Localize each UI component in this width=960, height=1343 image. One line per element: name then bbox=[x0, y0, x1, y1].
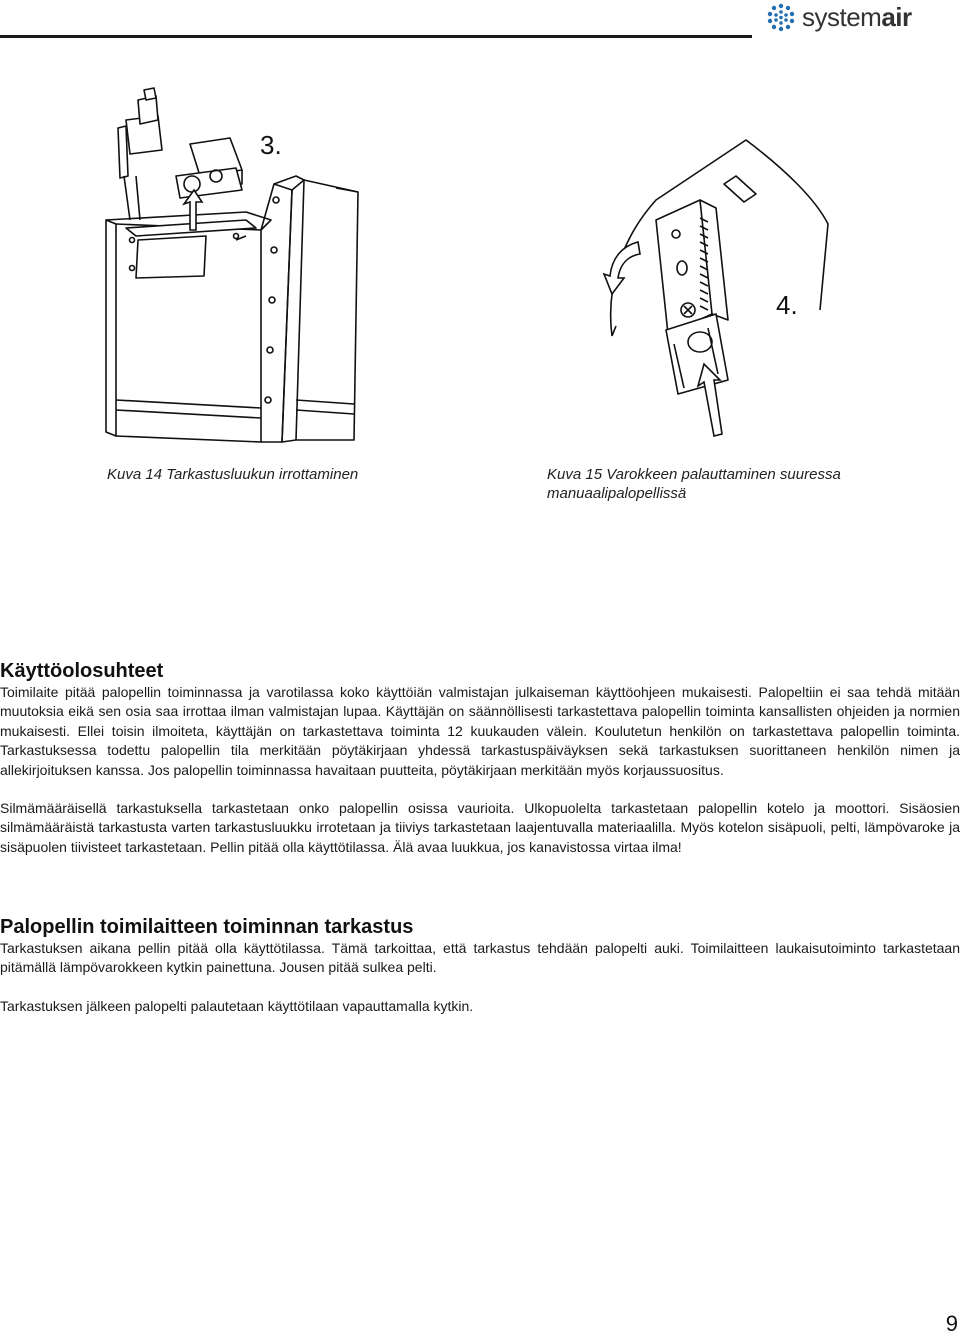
damper-drawing bbox=[96, 80, 396, 450]
logo-word-regular: system bbox=[802, 2, 882, 32]
figure-number-4: 4. bbox=[776, 290, 798, 320]
logo-word-bold: air bbox=[881, 2, 912, 32]
systemair-dots-icon bbox=[766, 2, 796, 32]
figure-15-caption bbox=[547, 465, 841, 503]
page-number: 9 bbox=[945, 1311, 958, 1336]
figure-14-caption: Kuva 14 Tarkastusluukun irrottaminen bbox=[107, 466, 359, 483]
figure-15-caption-line1: Kuva 15 Varokkeen palauttaminen suuressa bbox=[547, 466, 841, 483]
figure-fuse-reset bbox=[596, 130, 856, 450]
figure-number-3: 3. bbox=[260, 130, 282, 160]
figure-damper-inspection-hatch bbox=[96, 80, 396, 450]
section-actuator-function-check bbox=[0, 915, 960, 1016]
section-operating-conditions bbox=[0, 659, 960, 857]
header-rule bbox=[0, 35, 752, 38]
actuator-check-paragraph-1: Tarkastuksen aikana pellin pitää olla käyttötilassa. Tämä tarkoittaa, että tarkastus tehdään palopelti auki. Toimilaitteen laukaisutoiminto tarkastetaan pitämällä lämpövarokkeen kytkin painettuna. Jousen pitää sulkea pelti. bbox=[0, 940, 960, 976]
section-title-operating-conditions: Käyttöolosuhteet bbox=[0, 660, 164, 682]
operating-conditions-paragraph-1: Toimilaite pitää palopellin toiminnassa ja varotilassa koko käyttöiän valmistajan julkaiseman käyttöohjeen mukaisesti. Palopeltiin ei saa tehdä mitään muutoksia eikä sen osia saa irrottaa ilman valmistajan lupaa. Käyttäjän on säännöllisesti tarkastettava palopellin toiminta kansallisten ohjeiden ja normien mukaisesti. Ellei toisin ilmoiteta, käyttäjän on tarkastettava toiminta 12 kuukauden välein. Koulutetun henkilön on tarkastettava palopellin toiminta. Tarkastuksessa todettu palopellin tila merkitään pöytäkirjaan yhdessä tarkastuspäiväyksen sekä tarkastuksen suorittaneen henkilön nimen ja allekirjoituksen kanssa. Jos palopellin toiminnassa havaitaan puutteita, pöytäkirjaan merkitään myös korjaussuositus. bbox=[0, 684, 960, 778]
actuator-check-paragraph-2: Tarkastuksen jälkeen palopelti palautetaan käyttötilaan vapauttamalla kytkin. bbox=[0, 997, 474, 1014]
operating-conditions-paragraph-2: Silmämääräisellä tarkastuksella tarkastetaan onko palopellin osissa vaurioita. Ulkopuolelta tarkastetaan palopellin kotelo ja moottori. Sisäosien silmämääräistä tarkastusta varten tarkastusluukku irrotetaan ja tiiviys tarkastetaan laajentuvalla materiaalilla. Myös kotelon sisäpuoli, pelti, lämpövaroke ja sisäpuolen tiivisteet tarkastetaan. Pellin pitää olla käyttötilassa. Älä avaa luukkua, jos kanavistossa virtaa ilma! bbox=[0, 800, 960, 855]
figure-15-caption-line2: manuaalipalopellissä bbox=[547, 485, 687, 502]
logo-wordmark bbox=[802, 2, 912, 32]
systemair-logo bbox=[766, 2, 912, 32]
fuse-reset-drawing bbox=[596, 130, 856, 450]
section-title-actuator-check: Palopellin toimilaitteen toiminnan tarkastus bbox=[0, 916, 414, 938]
